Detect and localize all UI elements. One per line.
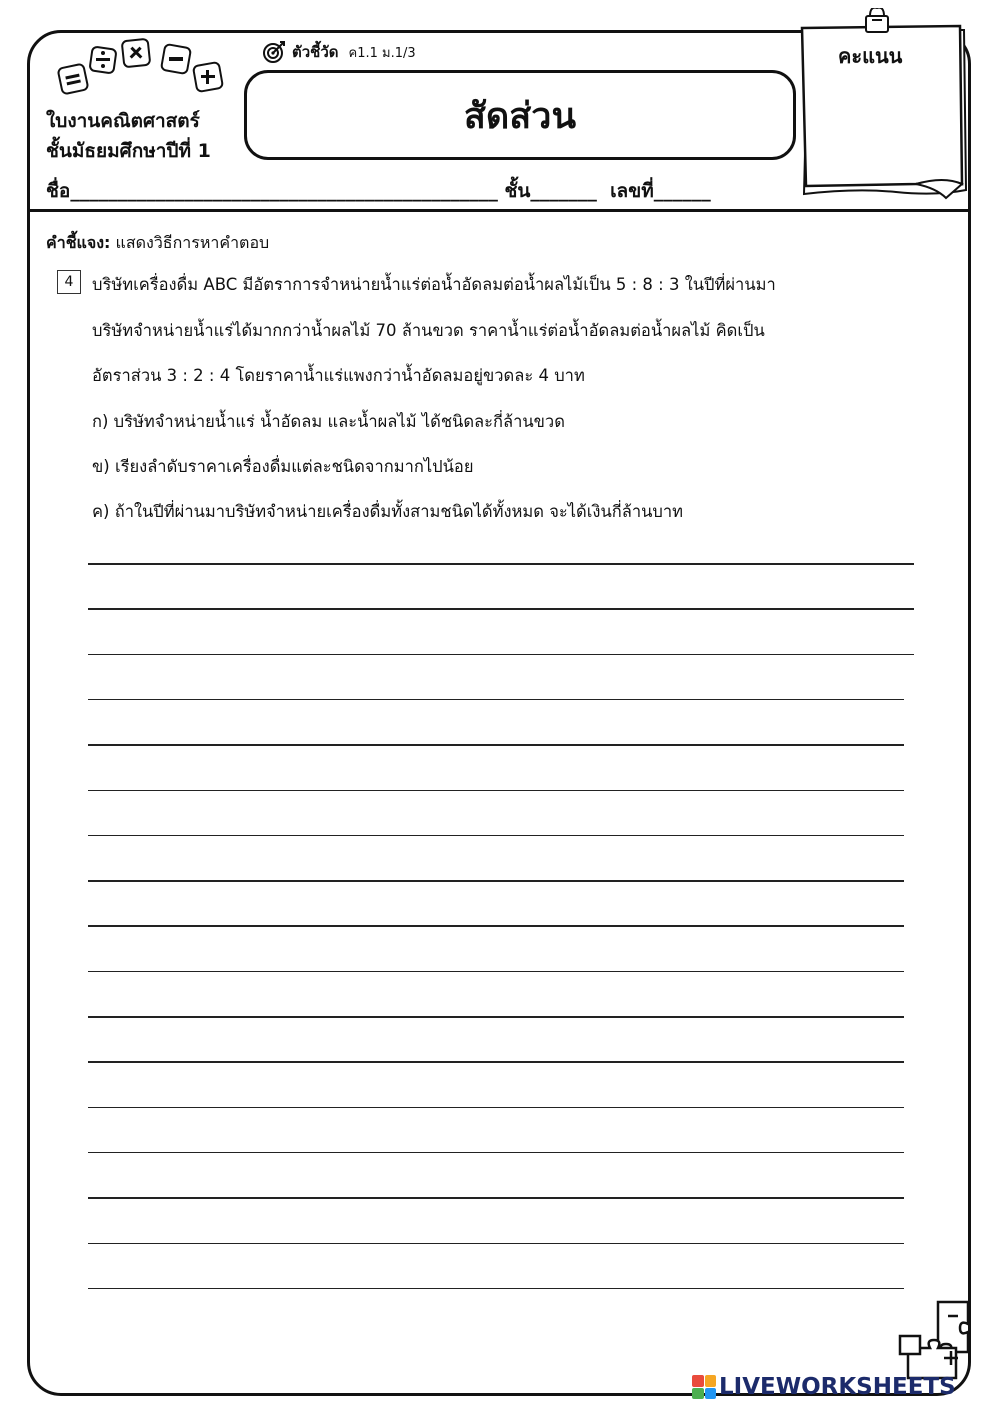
indicator-label: ตัวชี้วัด bbox=[292, 43, 339, 61]
answer-line[interactable] bbox=[88, 1288, 904, 1290]
question-part-b: ข) เรียงลำดับราคาเครื่องดื่มแต่ละชนิดจากมากไปน้อย bbox=[92, 457, 474, 476]
question-number: 4 bbox=[57, 270, 81, 294]
number-label: เลขที่ bbox=[610, 180, 654, 202]
question-part-c: ค) ถ้าในปีที่ผ่านมาบริษัทจำหน่ายเครื่องดื่มทั้งสามชนิดได้ทั้งหมด จะได้เงินกี่ล้านบาท bbox=[92, 502, 684, 521]
page-title: สัดส่วน bbox=[463, 95, 577, 137]
answer-line[interactable] bbox=[88, 699, 904, 701]
answer-line[interactable] bbox=[88, 971, 904, 973]
grade-line: ชั้นมัธยมศึกษาปีที่ 1 bbox=[46, 140, 211, 162]
score-label: คะแนน bbox=[838, 44, 903, 68]
directions bbox=[46, 231, 269, 256]
indicator bbox=[262, 40, 416, 64]
answer-line[interactable] bbox=[88, 744, 904, 746]
liveworksheets-logo-icon bbox=[692, 1375, 716, 1399]
watermark-text: LIVEWORKSHEETS bbox=[719, 1374, 956, 1400]
watermark bbox=[692, 1374, 956, 1400]
math-operator-dice-icon bbox=[55, 38, 230, 103]
directions-text: แสดงวิธีการหาคำตอบ bbox=[110, 233, 270, 252]
title-box bbox=[244, 70, 796, 160]
name-label: ชื่อ bbox=[46, 180, 71, 202]
question-line: บริษัทเครื่องดื่ม ABC มีอัตราการจำหน่ายน้ำแร่ต่อน้ำอัดลมต่อน้ำผลไม้เป็น 5 : 8 : 3 ในปีที่ผ่านมา bbox=[92, 275, 776, 294]
question-line: อัตราส่วน 3 : 2 : 4 โดยราคาน้ำแร่แพงกว่าน้ำอัดลมอยู่ขวดละ 4 บาท bbox=[92, 366, 585, 385]
answer-line[interactable] bbox=[88, 1243, 904, 1245]
answer-line[interactable] bbox=[88, 1152, 904, 1154]
answer-line[interactable] bbox=[88, 790, 904, 792]
subject-line: ใบงานคณิตศาสตร์ bbox=[46, 110, 200, 132]
directions-label: คำชี้แจง: bbox=[46, 233, 111, 252]
answer-line[interactable] bbox=[88, 1107, 904, 1109]
answer-line[interactable] bbox=[88, 563, 914, 565]
answer-line[interactable] bbox=[88, 654, 914, 656]
question-line: บริษัทจำหน่ายน้ำแร่ได้มากกว่าน้ำผลไม้ 70 ล้านขวด ราคาน้ำแร่ต่อน้ำอัดลมต่อน้ำผลไม้ คิดเป็น bbox=[92, 321, 765, 340]
header-divider bbox=[27, 209, 971, 212]
answer-line[interactable] bbox=[88, 880, 904, 882]
answer-line[interactable] bbox=[88, 1197, 904, 1199]
class-field[interactable]: _______ bbox=[530, 180, 597, 202]
answer-line[interactable] bbox=[88, 608, 914, 610]
worksheet-subject bbox=[46, 106, 211, 166]
binder-clip-icon bbox=[866, 8, 888, 32]
answer-line[interactable] bbox=[88, 925, 904, 927]
answer-line[interactable] bbox=[88, 1016, 904, 1018]
target-arrow-icon bbox=[262, 40, 288, 64]
score-box bbox=[796, 8, 974, 208]
number-field[interactable]: ______ bbox=[653, 180, 711, 202]
puzzle-pieces-icon bbox=[898, 1298, 976, 1386]
answer-line[interactable] bbox=[88, 1061, 904, 1063]
indicator-code: ค1.1 ม.1/3 bbox=[348, 45, 416, 61]
answer-line[interactable] bbox=[88, 835, 904, 837]
name-field[interactable]: _____________________________________________ bbox=[70, 180, 498, 202]
student-info-line bbox=[46, 176, 711, 206]
class-label: ชั้น bbox=[504, 180, 531, 202]
question-part-a: ก) บริษัทจำหน่ายน้ำแร่ น้ำอัดลม และน้ำผลไม้ ได้ชนิดละกี่ล้านขวด bbox=[92, 412, 565, 431]
